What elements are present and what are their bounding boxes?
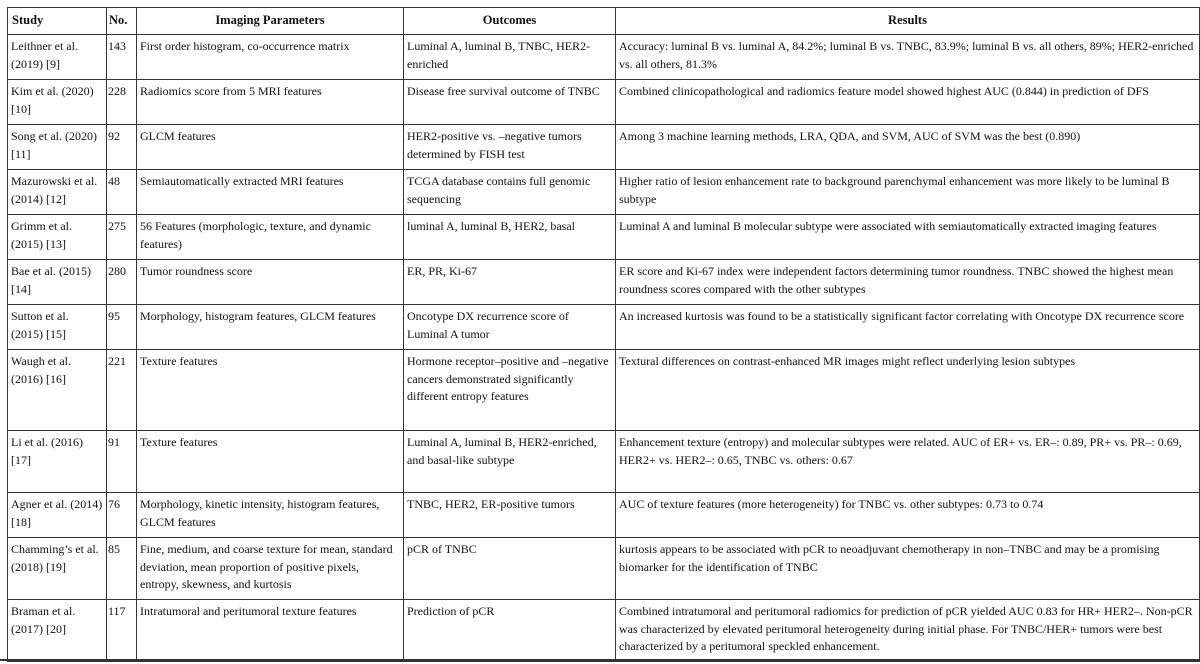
cell-results: kurtosis appears to be associated with pCR to neoadjuvant chemotherapy in non–TNBC and may be a promising biomarker for the identification of TNBC xyxy=(616,538,1200,600)
cell-outcomes: TCGA database contains full genomic sequencing xyxy=(404,170,616,215)
table-row xyxy=(8,600,1200,662)
header-row xyxy=(8,8,1200,35)
cell-imaging-parameters: Fine, medium, and coarse texture for mean, standard deviation, mean proportion of positive pixels, entropy, skewness, and kurtosis xyxy=(137,538,404,600)
cell-outcomes: pCR of TNBC xyxy=(404,538,616,600)
table-row xyxy=(8,538,1200,600)
cell-outcomes: Oncotype DX recurrence score of Luminal A tumor xyxy=(404,305,616,350)
cell-results: An increased kurtosis was found to be a statistically significant factor correlating with Oncotype DX recurrence score xyxy=(616,305,1200,350)
cell-outcomes: Disease free survival outcome of TNBC xyxy=(404,80,616,125)
cell-imaging-parameters: Radiomics score from 5 MRI features xyxy=(137,80,404,125)
table-row xyxy=(8,80,1200,125)
cell-study: Leithner et al. (2019) [9] xyxy=(8,35,107,80)
cell-study: Braman et al. (2017) [20] xyxy=(8,600,107,662)
cell-imaging-parameters: Texture features xyxy=(137,431,404,493)
column-header-no: No. xyxy=(107,8,137,35)
cell-no: 95 xyxy=(107,305,137,350)
table-row xyxy=(8,35,1200,80)
cell-results: AUC of texture features (more heterogeneity) for TNBC vs. other subtypes: 0.73 to 0.74 xyxy=(616,493,1200,538)
cell-results: Combined intratumoral and peritumoral radiomics for prediction of pCR yielded AUC 0.83 for HR+ HER2–. Non-pCR was characterized by elevated peritumoral heterogeneity during initial phase. For TNBC/HER+ tumors were best characterized by a peritumoral speckled enhancement. xyxy=(616,600,1200,662)
cell-imaging-parameters: Tumor roundness score xyxy=(137,260,404,305)
table-row xyxy=(8,431,1200,493)
cell-imaging-parameters: Morphology, histogram features, GLCM features xyxy=(137,305,404,350)
table-header xyxy=(8,8,1200,35)
column-header-study: Study xyxy=(8,8,107,35)
cell-no: 76 xyxy=(107,493,137,538)
cell-no: 85 xyxy=(107,538,137,600)
cell-no: 117 xyxy=(107,600,137,662)
table-row xyxy=(8,125,1200,170)
cell-no: 92 xyxy=(107,125,137,170)
cell-results: Enhancement texture (entropy) and molecular subtypes were related. AUC of ER+ vs. ER–: 0.89, PR+ vs. PR–: 0.69, HER2+ vs. HER2–: 0.65, TNBC vs. others: 0.67 xyxy=(616,431,1200,493)
table-row xyxy=(8,170,1200,215)
cell-imaging-parameters: 56 Features (morphologic, texture, and dynamic features) xyxy=(137,215,404,260)
cell-results: Among 3 machine learning methods, LRA, QDA, and SVM, AUC of SVM was the best (0.890) xyxy=(616,125,1200,170)
study-table-container xyxy=(7,7,1199,662)
cell-imaging-parameters: Intratumoral and peritumoral texture features xyxy=(137,600,404,662)
cell-no: 228 xyxy=(107,80,137,125)
table-row xyxy=(8,260,1200,305)
cell-outcomes: Luminal A, luminal B, TNBC, HER2-enriched xyxy=(404,35,616,80)
table-body xyxy=(8,35,1200,662)
cell-outcomes: Luminal A, luminal B, HER2-enriched, and basal-like subtype xyxy=(404,431,616,493)
cell-study: Sutton et al. (2015) [15] xyxy=(8,305,107,350)
table-row xyxy=(8,350,1200,431)
cell-imaging-parameters: GLCM features xyxy=(137,125,404,170)
cell-results: Accuracy: luminal B vs. luminal A, 84.2%; luminal B vs. TNBC, 83.9%; luminal B vs. all others, 89%; HER2-enriched vs. all others, 81.3% xyxy=(616,35,1200,80)
cell-study: Chamming’s et al. (2018) [19] xyxy=(8,538,107,600)
table-row xyxy=(8,493,1200,538)
cell-no: 143 xyxy=(107,35,137,80)
cell-study: Agner et al. (2014) [18] xyxy=(8,493,107,538)
cell-outcomes: Prediction of pCR xyxy=(404,600,616,662)
cell-study: Grimm et al. (2015) [13] xyxy=(8,215,107,260)
cell-imaging-parameters: Semiautomatically extracted MRI features xyxy=(137,170,404,215)
column-header-results: Results xyxy=(616,8,1200,35)
table-bottom-rule xyxy=(0,659,1200,661)
column-header-outcomes: Outcomes xyxy=(404,8,616,35)
cell-study: Kim et al. (2020) [10] xyxy=(8,80,107,125)
cell-study: Waugh et al. (2016) [16] xyxy=(8,350,107,431)
cell-no: 280 xyxy=(107,260,137,305)
cell-study: Song et al. (2020) [11] xyxy=(8,125,107,170)
cell-no: 91 xyxy=(107,431,137,493)
table-row xyxy=(8,215,1200,260)
cell-imaging-parameters: First order histogram, co-occurrence matrix xyxy=(137,35,404,80)
cell-imaging-parameters: Morphology, kinetic intensity, histogram features, GLCM features xyxy=(137,493,404,538)
cell-no: 221 xyxy=(107,350,137,431)
cell-no: 275 xyxy=(107,215,137,260)
cell-study: Li et al. (2016) [17] xyxy=(8,431,107,493)
cell-results: Combined clinicopathological and radiomics feature model showed highest AUC (0.844) in prediction of DFS xyxy=(616,80,1200,125)
cell-no: 48 xyxy=(107,170,137,215)
cell-results: Higher ratio of lesion enhancement rate to background parenchymal enhancement was more likely to be luminal B subtype xyxy=(616,170,1200,215)
cell-study: Mazurowski et al. (2014) [12] xyxy=(8,170,107,215)
column-header-imaging-parameters: Imaging Parameters xyxy=(137,8,404,35)
cell-outcomes: HER2-positive vs. –negative tumors determined by FISH test xyxy=(404,125,616,170)
cell-results: Luminal A and luminal B molecular subtype were associated with semiautomatically extracted imaging features xyxy=(616,215,1200,260)
radiomics-studies-table xyxy=(7,7,1200,662)
cell-results: ER score and Ki-67 index were independent factors determining tumor roundness. TNBC showed the highest mean roundness scores compared with the other subtypes xyxy=(616,260,1200,305)
cell-results: Textural differences on contrast-enhanced MR images might reflect underlying lesion subtypes xyxy=(616,350,1200,431)
table-row xyxy=(8,305,1200,350)
cell-imaging-parameters: Texture features xyxy=(137,350,404,431)
cell-study: Bae et al. (2015) [14] xyxy=(8,260,107,305)
cell-outcomes: TNBC, HER2, ER-positive tumors xyxy=(404,493,616,538)
cell-outcomes: Hormone receptor–positive and –negative cancers demonstrated significantly different entropy features xyxy=(404,350,616,431)
cell-outcomes: luminal A, luminal B, HER2, basal xyxy=(404,215,616,260)
cell-outcomes: ER, PR, Ki-67 xyxy=(404,260,616,305)
